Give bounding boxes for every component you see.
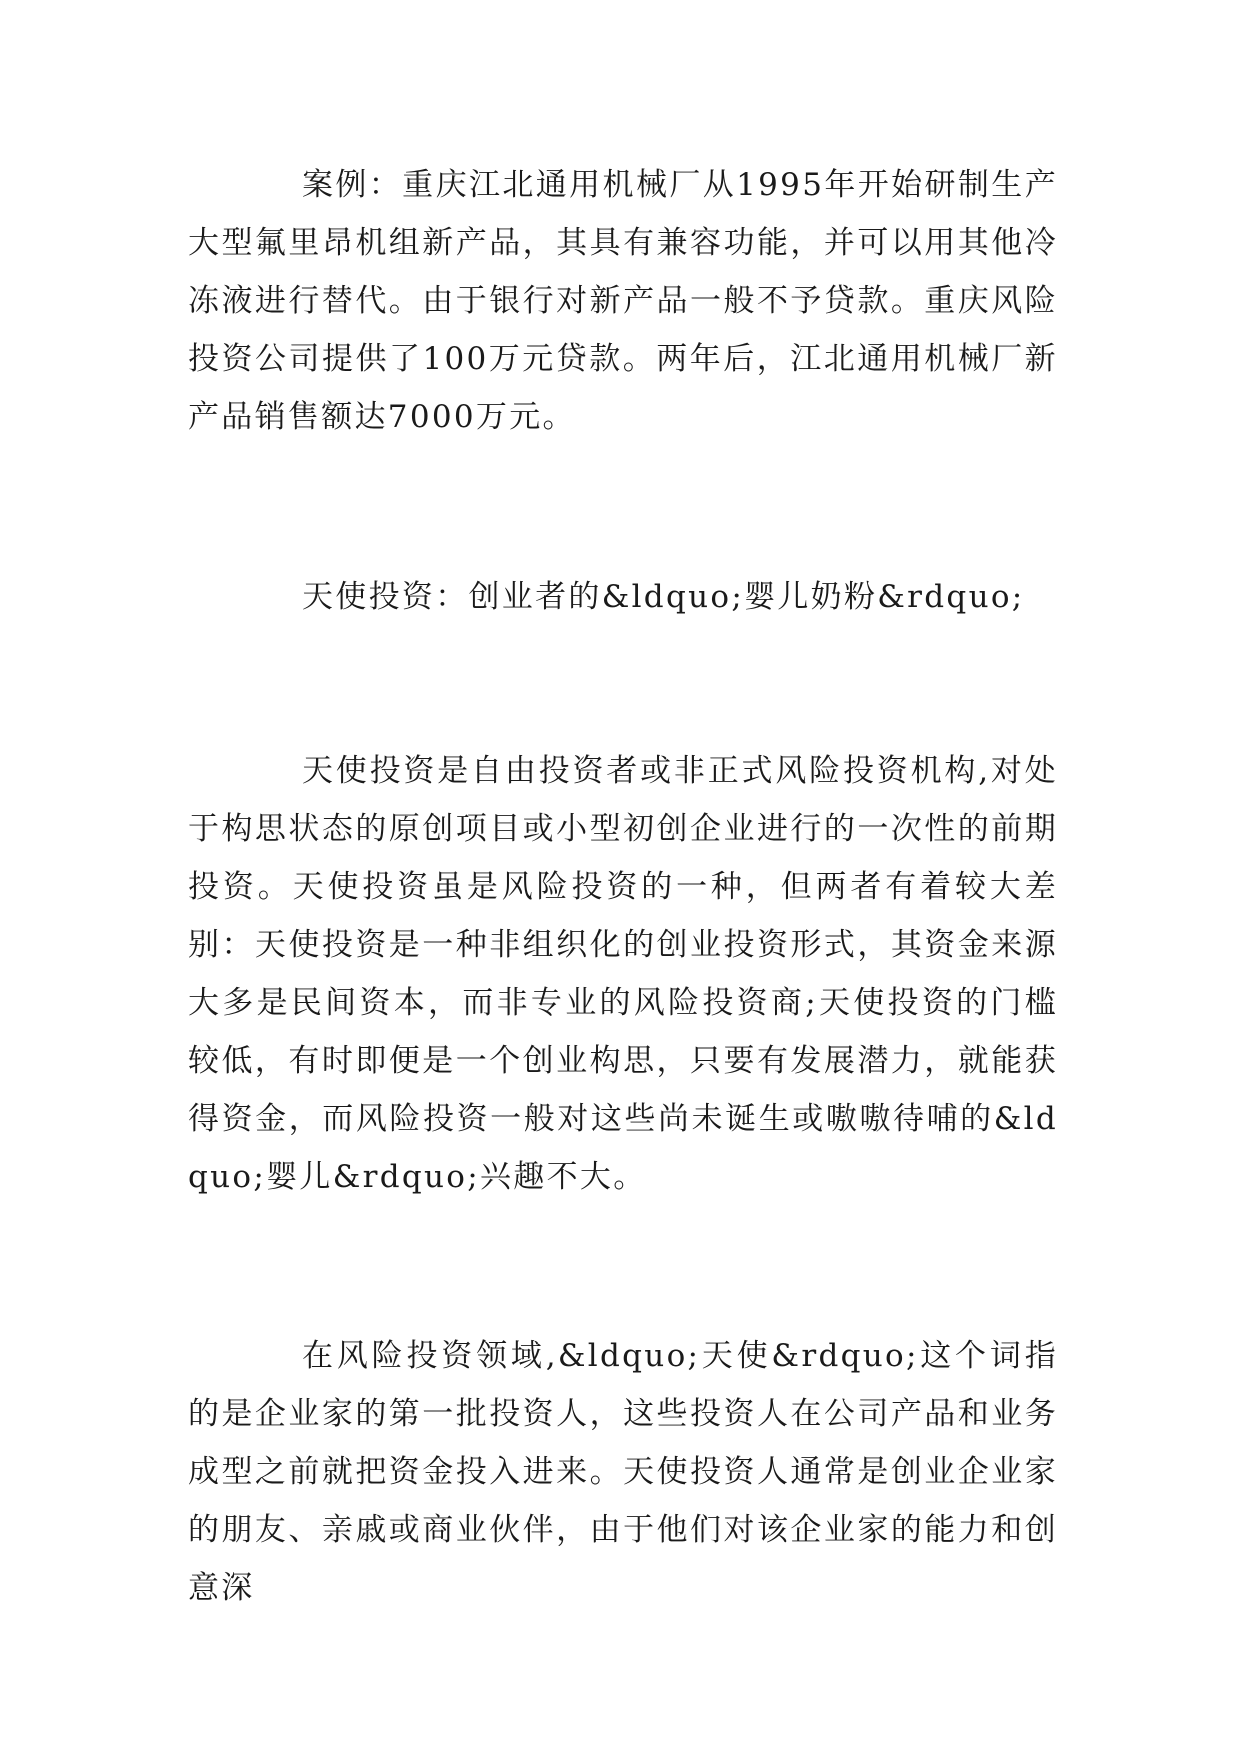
section-heading-angel-investment: 天使投资：创业者的&ldquo;婴儿奶粉&rdquo;	[302, 579, 1025, 615]
paragraph-case-study: 案例：重庆江北通用机械厂从1995年开始研制生产大型氟里昂机组新产品，其具有兼容功能，并可以用其他冷冻液进行替代。由于银行对新产品一般不予贷款。重庆风险投资公司提供了100万元贷款。两年后，江北通用机械厂新产品销售额达7000万元。	[188, 167, 1058, 435]
paragraph-angel-term-origin: 在风险投资领域,&ldquo;天使&rdquo;这个词指的是企业家的第一批投资人，这些投资人在公司产品和业务成型之前就把资金投入进来。天使投资人通常是创业企业家的朋友、亲戚或商业伙伴，由于他们对该企业家的能力和创意深	[188, 1338, 1058, 1606]
paragraph-angel-investment-definition: 天使投资是自由投资者或非正式风险投资机构,对处于构思状态的原创项目或小型初创企业进行的一次性的前期投资。天使投资虽是风险投资的一种，但两者有着较大差别：天使投资是一种非组织化的创业投资形式，其资金来源大多是民间资本，而非专业的风险投资商;天使投资的门槛较低，有时即便是一个创业构思，只要有发展潜力，就能获得资金，而风险投资一般对这些尚未诞生或嗷嗷待哺的&ldquo;婴儿&rdquo;兴趣不大。	[188, 753, 1058, 1195]
